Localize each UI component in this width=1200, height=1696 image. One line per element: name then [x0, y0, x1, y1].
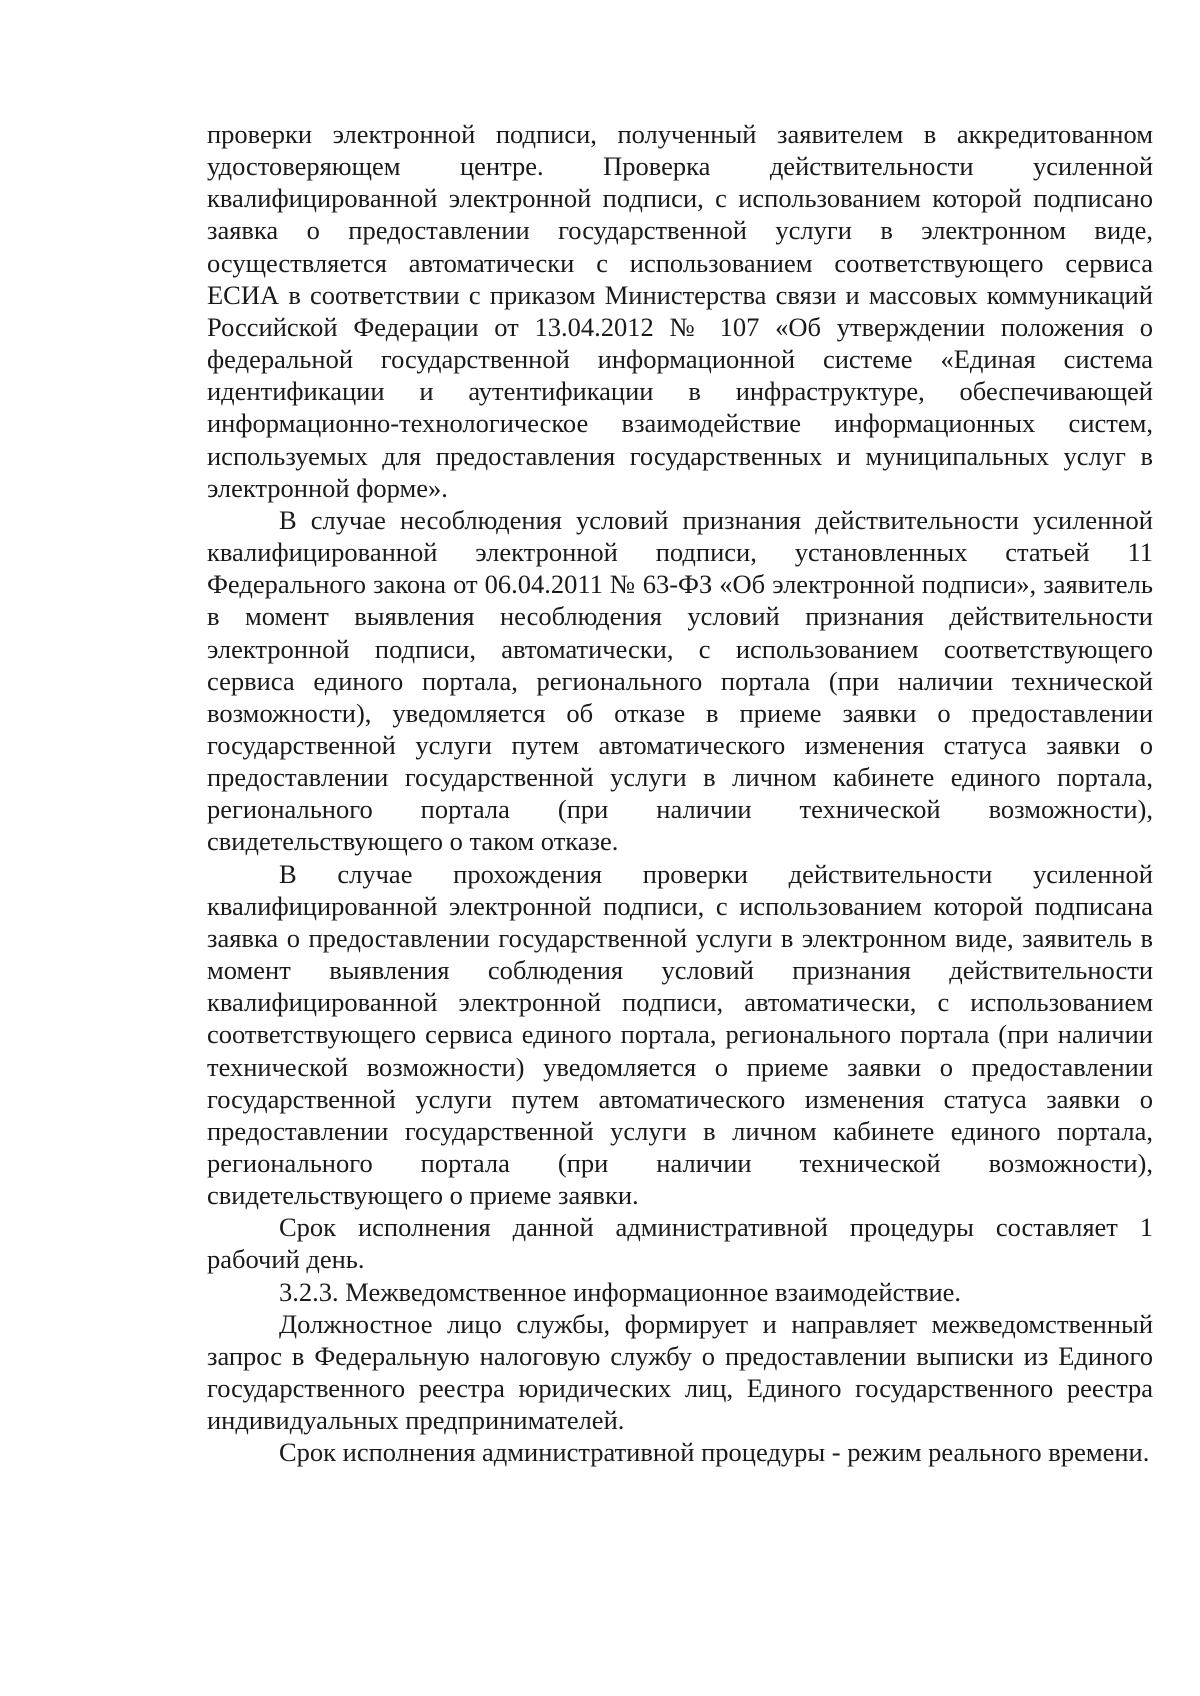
document-body: [207, 118, 1153, 1469]
paragraph-signature-verification: проверки электронной подписи, полученный заявителем в аккредитованном удостоверяющем центре. Проверка действительности усиленной квалифицированной электронной подписи, с использованием которой подписано заявка о предоставлении государственной услуги в электронном виде, осуществляется автоматически с использованием соответствующего сервиса ЕСИА в соответствии с приказом Министерства связи и массовых коммуникаций Российской Федерации от 13.04.2012 № 107 «Об утверждении положения о федеральной государственной информационной системе «Единая система идентификации и аутентификации в инфраструктуре, обеспечивающей информационно-технологическое взаимодействие информационных систем, используемых для предоставления государственных и муниципальных услуг в электронной форме».: [207, 119, 1153, 503]
paragraph-interagency-request: Должностное лицо службы, формирует и направляет межведомственный запрос в Федеральную налоговую службу о предоставлении выписки из Единого государственного реестра юридических лиц, Единого государственного реестра индивидуальных предпринимателей.: [207, 1308, 1153, 1436]
paragraph-signature-valid: В случае прохождения проверки действительности усиленной квалифицированной электронной подписи, с использованием которой подписана заявка о предоставлении государственной услуги в электронном виде, заявитель в момент выявления соблюдения условий признания действительности квалифицированной электронной подписи, автоматически, с использованием соответствующего сервиса единого портала, регионального портала (при наличии технической возможности) уведомляется о приеме заявки о предоставлении государственной услуги путем автоматического изменения статуса заявки о предоставлении государственной услуги в личном кабинете единого портала, регионального портала (при наличии технической возможности), свидетельствующего о приеме заявки.: [207, 858, 1153, 1211]
paragraph-deadline-one-day: Срок исполнения данной административной процедуры составляет 1 рабочий день.: [207, 1212, 1153, 1275]
paragraph-deadline-realtime: Срок исполнения административной процедуры - режим реального времени.: [279, 1437, 1150, 1468]
paragraph-signature-invalid: В случае несоблюдения условий признания действительности усиленной квалифицированной электронной подписи, установленных статьей 11 Федерального закона от 06.04.2011 № 63-ФЗ «Об электронной подписи», заявитель в момент выявления несоблюдения условий признания действительности электронной подписи, автоматически, с использованием соответствующего сервиса единого портала, регионального портала (при наличии технической возможности), уведомляется об отказе в приеме заявки о предоставлении государственной услуги путем автоматического изменения статуса заявки о предоставлении государственной услуги в личном кабинете единого портала, регионального портала (при наличии технической возможности), свидетельствующего о таком отказе.: [207, 504, 1153, 857]
section-heading-3-2-3: 3.2.3. Межведомственное информационное взаимодействие.: [279, 1276, 962, 1307]
